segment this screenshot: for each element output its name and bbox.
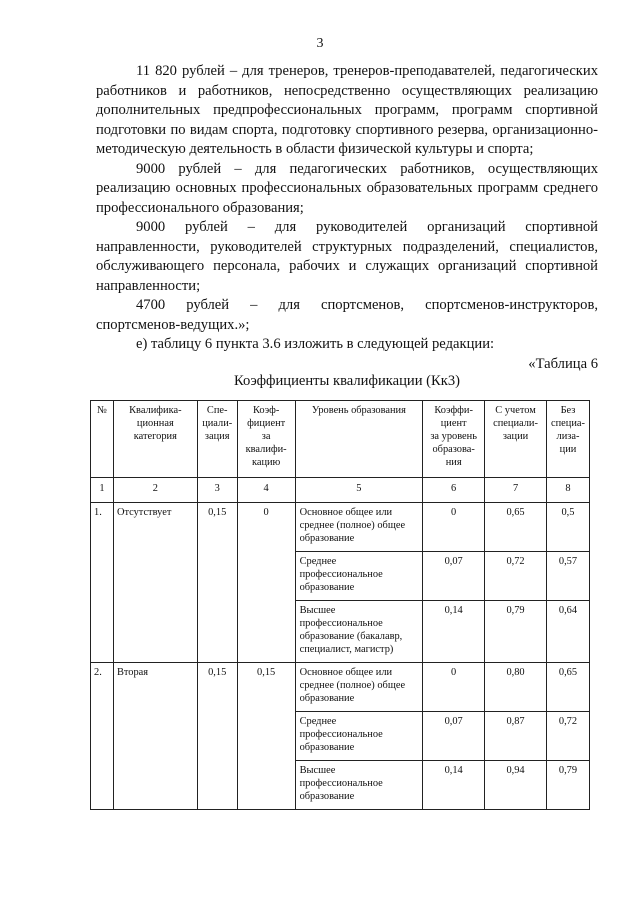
education-coef-cell: 0,07: [423, 712, 485, 761]
column-header: Без специа- лиза- ции: [546, 401, 589, 478]
column-header: Спе- циали- зация: [197, 401, 237, 478]
column-header: Квалифика- ционная категория: [113, 401, 197, 478]
without-spec-cell: 0,57: [546, 552, 589, 601]
without-spec-cell: 0,79: [546, 761, 589, 810]
column-number: 7: [485, 478, 547, 503]
qualification-coefficients-table: [90, 400, 590, 810]
education-level-cell: Высшее профессиональное образование: [295, 761, 423, 810]
education-level-cell: Основное общее или среднее (полное) общее образование: [295, 503, 423, 552]
table-caption: «Таблица 6: [528, 355, 598, 372]
with-spec-cell: 0,79: [485, 601, 547, 663]
specialization-cell: 0,15: [197, 663, 237, 810]
with-spec-cell: 0,94: [485, 761, 547, 810]
with-spec-cell: 0,80: [485, 663, 547, 712]
without-spec-cell: 0,72: [546, 712, 589, 761]
column-header: №: [91, 401, 114, 478]
paragraph-salary-teachers: 9000 рублей – для педагогических работников, осуществляющих реализацию основных профессиональных образовательных программ среднего профессионального образования;: [96, 160, 598, 216]
header-row: [91, 401, 590, 478]
education-coef-cell: 0: [423, 503, 485, 552]
column-number: 5: [295, 478, 423, 503]
without-spec-cell: 0,5: [546, 503, 589, 552]
without-spec-cell: 0,64: [546, 601, 589, 663]
education-level-cell: Среднее профессиональное образование: [295, 552, 423, 601]
table-body: [91, 478, 590, 810]
table-header: [91, 401, 590, 478]
column-header: Коэффи- циент за уровень образова- ния: [423, 401, 485, 478]
paragraph-salary-managers: 9000 рублей – для руководителей организаций спортивной направленности, руководителей структурных подразделений, специалистов, обслуживающего персонала, рабочих и служащих организаций спортивной направленности;: [96, 219, 598, 294]
row-number: 1.: [91, 503, 114, 663]
education-coef-cell: 0,07: [423, 552, 485, 601]
paragraph-salary-coaches: 11 820 рублей – для тренеров, тренеров-преподавателей, педагогических работников и работников, непосредственно осуществляющих реализацию дополнительных предпрофессиональных программ, программ спортивной подготовки по видам спорта, подготовку спортивного резерва, организационно-методическую деятельность в области физической культуры и спорта;: [96, 63, 598, 157]
education-level-cell: Основное общее или среднее (полное) общее образование: [295, 663, 423, 712]
table-row: [91, 663, 590, 712]
education-coef-cell: 0,14: [423, 601, 485, 663]
education-coef-cell: 0: [423, 663, 485, 712]
column-header: С учетом специали- зации: [485, 401, 547, 478]
row-number: 2.: [91, 663, 114, 810]
qualification-coef-cell: 0,15: [237, 663, 295, 810]
with-spec-cell: 0,65: [485, 503, 547, 552]
with-spec-cell: 0,72: [485, 552, 547, 601]
table-title: Коэффициенты квалификации (Кк3): [233, 373, 461, 389]
category-cell: Отсутствует: [113, 503, 197, 663]
column-number: 2: [113, 478, 197, 503]
column-number: 6: [423, 478, 485, 503]
paragraph-salary-athletes: 4700 рублей – для спортсменов, спортсменов-инструкторов, спортсменов-ведущих.»;: [96, 297, 598, 333]
column-number-row: [91, 478, 590, 503]
paragraph-table-instruction: е) таблицу 6 пункта 3.6 изложить в следующей редакции:: [136, 336, 495, 352]
education-coef-cell: 0,14: [423, 761, 485, 810]
qualification-coef-cell: 0: [237, 503, 295, 663]
specialization-cell: 0,15: [197, 503, 237, 663]
body-text: [96, 62, 598, 374]
with-spec-cell: 0,87: [485, 712, 547, 761]
education-level-cell: Среднее профессиональное образование: [295, 712, 423, 761]
column-header: Коэф- фициент за квалифи- кацию: [237, 401, 295, 478]
without-spec-cell: 0,65: [546, 663, 589, 712]
education-level-cell: Высшее профессиональное образование (бакалавр, специалист, магистр): [295, 601, 423, 663]
column-number: 8: [546, 478, 589, 503]
column-number: 1: [91, 478, 114, 503]
column-number: 4: [237, 478, 295, 503]
column-number: 3: [197, 478, 237, 503]
table-row: [91, 503, 590, 552]
category-cell: Вторая: [113, 663, 197, 810]
column-header: Уровень образования: [295, 401, 423, 478]
page-number: 3: [316, 36, 324, 51]
